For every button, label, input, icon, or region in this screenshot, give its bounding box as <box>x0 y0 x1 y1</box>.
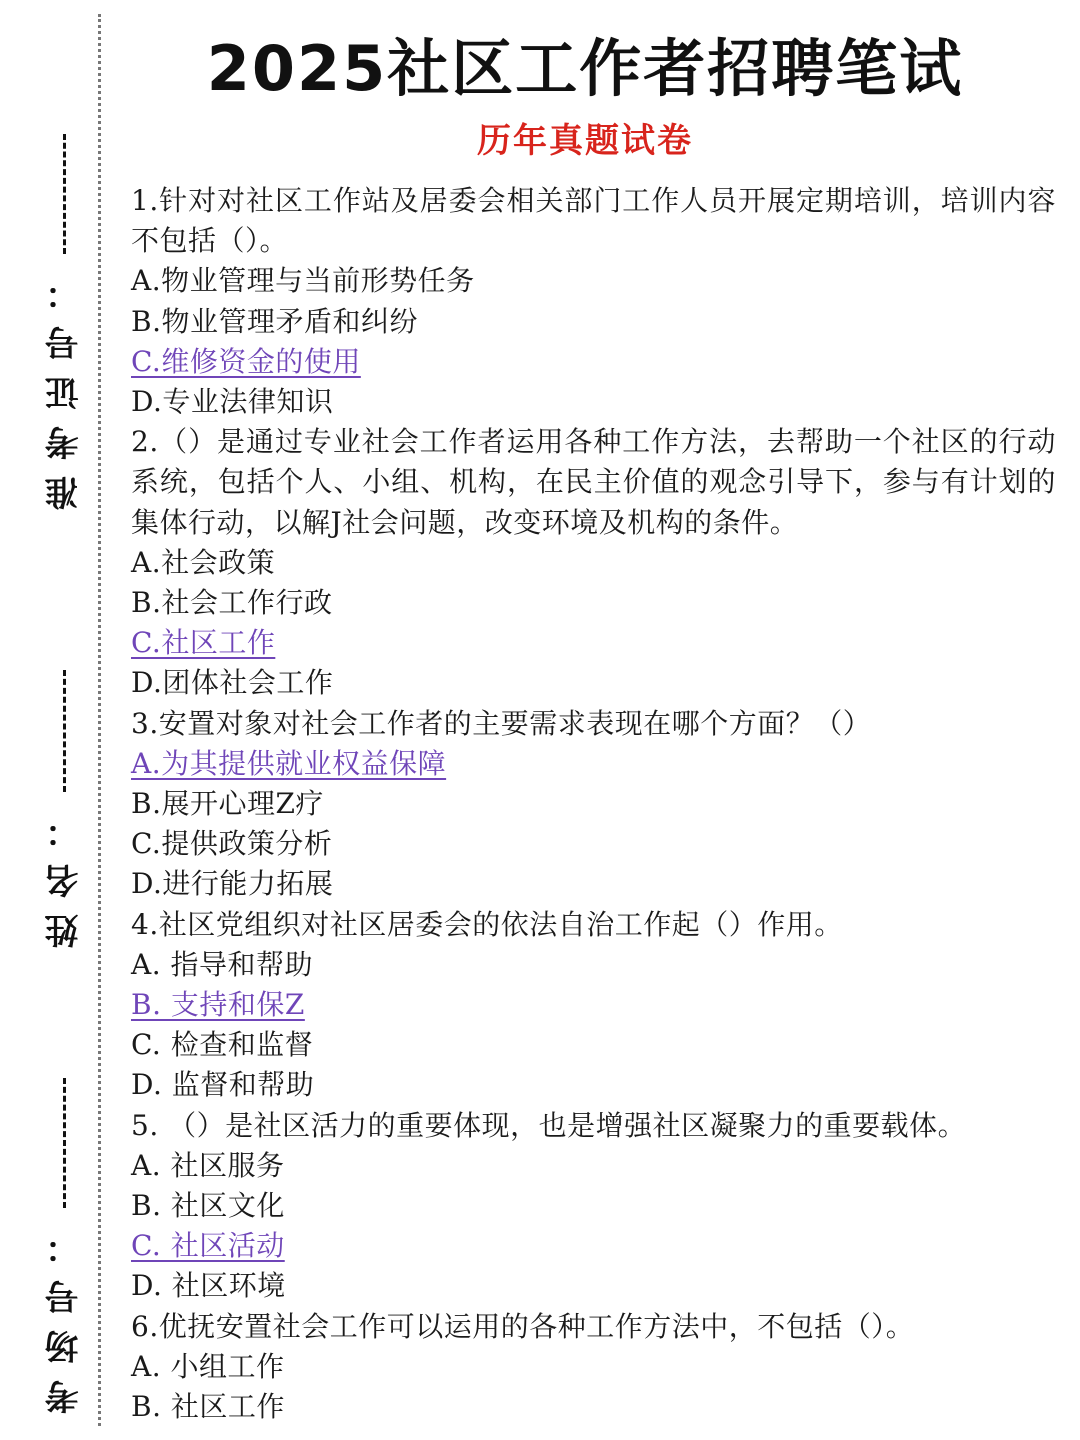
option-text: A. 小组工作 <box>131 1349 285 1383</box>
name-field <box>42 670 86 948</box>
answer-option <box>131 342 1056 382</box>
option-text: D.专业法律知识 <box>131 385 334 419</box>
name-blank <box>63 670 66 792</box>
option-text: A.物业管理与当前形势任务 <box>131 264 475 298</box>
name-label: 姓名： <box>44 798 85 948</box>
question-stem: 1.针对对社区工作站及居委会相关部门工作人员开展定期培训，培训内容不包括（）。 <box>131 184 1056 258</box>
answer-option <box>131 1226 1056 1266</box>
option <box>131 1186 1056 1226</box>
admission-number-field <box>42 134 86 510</box>
option-text: A. 指导和帮助 <box>131 947 314 981</box>
answer-option <box>131 744 1056 784</box>
option-text: A.为其提供就业权益保障 <box>131 746 447 780</box>
option <box>131 784 1056 824</box>
option <box>131 1266 1056 1306</box>
option-text: B. 社区工作 <box>131 1390 285 1424</box>
option-text: B.展开心理Z疗 <box>131 787 324 821</box>
option <box>131 583 1056 623</box>
option <box>131 1025 1056 1065</box>
option-text: B.物业管理矛盾和纠纷 <box>131 304 418 338</box>
option <box>131 302 1056 342</box>
exam-room-blank <box>63 1078 66 1208</box>
admission-number-blank <box>63 134 66 254</box>
question-stem: 2.（）是通过专业社会工作者运用各种工作方法，去帮助一个社区的行动系统，包括个人、小组、机构，在民主价值的观念引导下，参与有计划的集体行动，以解J社会问题，改变环境及机构的条件。 <box>131 425 1056 539</box>
question-6 <box>131 1307 1056 1428</box>
question-stem: 6.优抚安置社会工作可以运用的各种工作方法中，不包括（）。 <box>131 1309 915 1343</box>
option <box>131 1065 1056 1105</box>
option-text: A.社会政策 <box>131 545 276 579</box>
option <box>131 663 1056 703</box>
question-5 <box>131 1106 1056 1307</box>
option-text: A. 社区服务 <box>131 1148 285 1182</box>
question-3 <box>131 704 1056 905</box>
option <box>131 543 1056 583</box>
question-stem: 3.安置对象对社会工作者的主要需求表现在哪个方面？（） <box>131 706 872 740</box>
question-stem: 5. （）是社区活力的重要体现，也是增强社区凝聚力的重要载体。 <box>131 1108 967 1142</box>
question-1 <box>131 181 1056 422</box>
page-subtitle: 历年真题试卷 <box>477 121 693 161</box>
exam-room-field <box>42 1078 86 1414</box>
option-text: C.维修资金的使用 <box>131 344 361 378</box>
question-stem: 4.社区党组织对社区居委会的依法自治工作起（）作用。 <box>131 907 843 941</box>
option <box>131 864 1056 904</box>
option <box>131 945 1056 985</box>
option-text: C. 社区活动 <box>131 1229 285 1263</box>
option-text: D. 监督和帮助 <box>131 1068 315 1102</box>
question-4 <box>131 905 1056 1106</box>
option <box>131 1146 1056 1186</box>
page-title: 2025社区工作者招聘笔试 <box>206 32 964 105</box>
question-list <box>131 181 1056 1427</box>
option-text: B. 支持和保Z <box>131 988 305 1022</box>
admission-number-label: 准考证号： <box>44 260 85 510</box>
option <box>131 1387 1056 1427</box>
option-text: B. 社区文化 <box>131 1189 285 1223</box>
question-2 <box>131 422 1056 703</box>
option <box>131 824 1056 864</box>
option-text: D.团体社会工作 <box>131 666 334 700</box>
option <box>131 1347 1056 1387</box>
option-text: C.提供政策分析 <box>131 827 333 861</box>
option-text: B.社会工作行政 <box>131 586 333 620</box>
option-text: C. 检查和监督 <box>131 1028 314 1062</box>
exam-room-label: 考场号： <box>44 1214 85 1414</box>
option-text: D. 社区环境 <box>131 1269 286 1303</box>
option <box>131 382 1056 422</box>
option-text: D.进行能力拓展 <box>131 867 334 901</box>
answer-option <box>131 985 1056 1025</box>
answer-option <box>131 623 1056 663</box>
option-text: C.社区工作 <box>131 626 276 660</box>
binding-dotted-line <box>98 14 101 1426</box>
option <box>131 261 1056 301</box>
